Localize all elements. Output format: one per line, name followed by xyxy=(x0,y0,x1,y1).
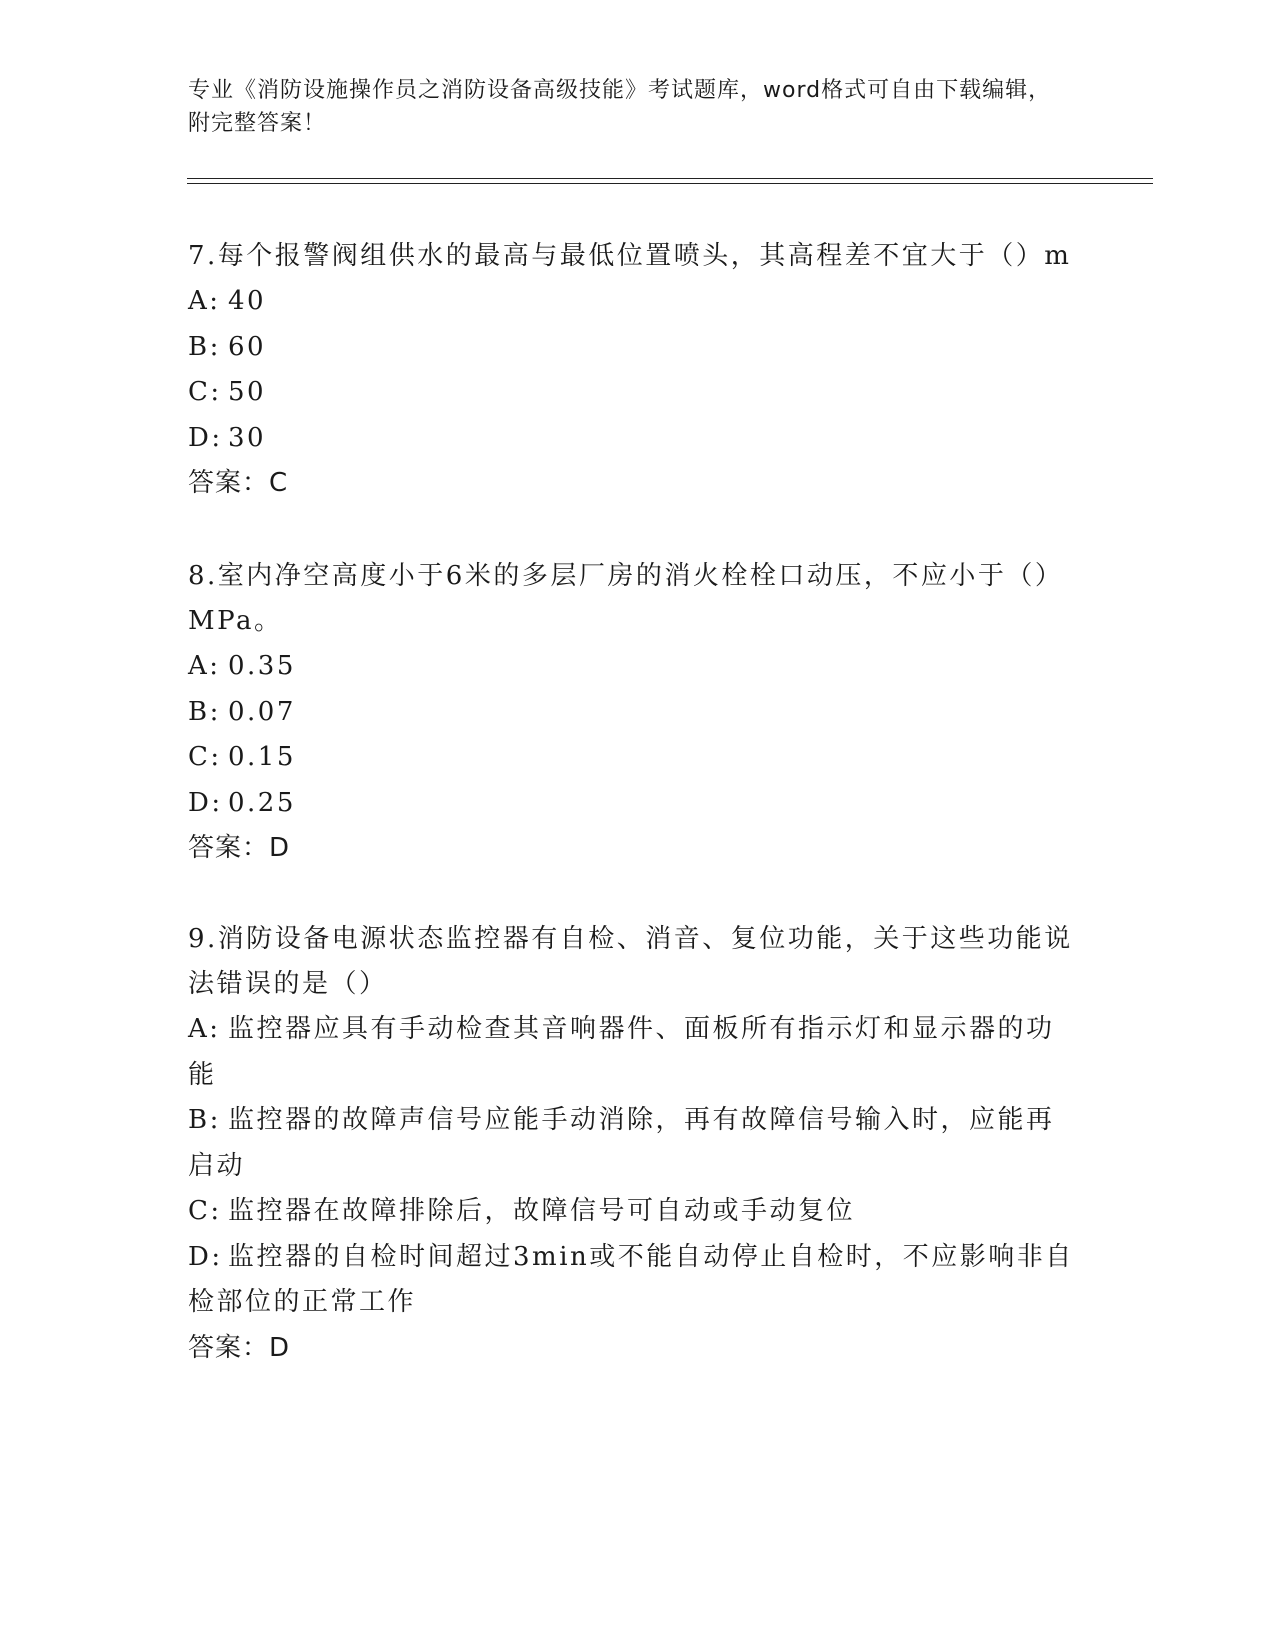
answer-line: 答案：C xyxy=(188,468,289,498)
option-text: 监控器的自检时间超过3min或不能自动停止自检时，不应影响非自检部位的正常工作 xyxy=(188,1241,1074,1317)
question-stem: 7.每个报警阀组供水的最高与最低位置喷头，其高程差不宜大于（）m xyxy=(188,241,1072,271)
document-intro: 专业《消防设施操作员之消防设备高级技能》考试题库，word格式可自由下载编辑，附完整答案！ xyxy=(188,78,1052,136)
option-letter: D: xyxy=(188,1241,223,1272)
option-text: 0.07 xyxy=(228,696,296,727)
option-letter: B: xyxy=(188,1105,221,1135)
option-b xyxy=(188,325,1078,371)
option-text: 0.15 xyxy=(228,742,296,772)
option-d xyxy=(188,416,1078,462)
option-letter: C: xyxy=(188,742,222,772)
option-letter: B: xyxy=(188,696,221,727)
option-text: 监控器应具有手动检查其音响器件、面板所有指示灯和显示器的功能 xyxy=(188,1014,1055,1090)
question-8 xyxy=(188,554,1078,871)
option-c xyxy=(188,735,1078,781)
option-c xyxy=(188,370,1078,416)
option-letter: C: xyxy=(188,377,222,407)
question-stem: 9.消防设备电源状态监控器有自检、消音、复位功能，关于这些功能说法错误的是（） xyxy=(188,924,1073,999)
option-d xyxy=(188,1235,1078,1326)
option-a xyxy=(188,279,1078,325)
option-d xyxy=(188,781,1078,827)
option-letter: A: xyxy=(188,286,221,316)
option-letter: B: xyxy=(188,331,221,362)
option-text: 监控器的故障声信号应能手动消除，再有故障信号输入时，应能再启动 xyxy=(188,1105,1055,1181)
option-b xyxy=(188,690,1078,736)
question-7 xyxy=(188,234,1078,506)
option-text: 0.35 xyxy=(228,651,296,681)
option-text: 0.25 xyxy=(228,787,296,818)
option-a xyxy=(188,1007,1078,1098)
option-a xyxy=(188,644,1078,690)
option-letter: A: xyxy=(188,1014,221,1044)
question-9 xyxy=(188,917,1078,1371)
header-divider-top xyxy=(187,178,1153,179)
option-c xyxy=(188,1189,1078,1235)
answer-line: 答案：D xyxy=(188,833,291,863)
answer-line: 答案：D xyxy=(188,1332,291,1363)
option-b xyxy=(188,1098,1078,1189)
option-text: 监控器在故障排除后，故障信号可自动或手动复位 xyxy=(228,1196,856,1226)
option-letter: D: xyxy=(188,422,223,453)
option-text: 30 xyxy=(228,422,267,453)
header-divider-bottom xyxy=(187,183,1153,184)
option-text: 40 xyxy=(228,286,267,316)
question-stem: 8.室内净空高度小于6米的多层厂房的消火栓栓口动压，不应小于（）MPa。 xyxy=(188,561,1064,636)
option-letter: A: xyxy=(188,651,221,681)
option-text: 50 xyxy=(228,377,267,407)
option-text: 60 xyxy=(228,331,267,362)
option-letter: C: xyxy=(188,1196,222,1226)
option-letter: D: xyxy=(188,787,223,818)
